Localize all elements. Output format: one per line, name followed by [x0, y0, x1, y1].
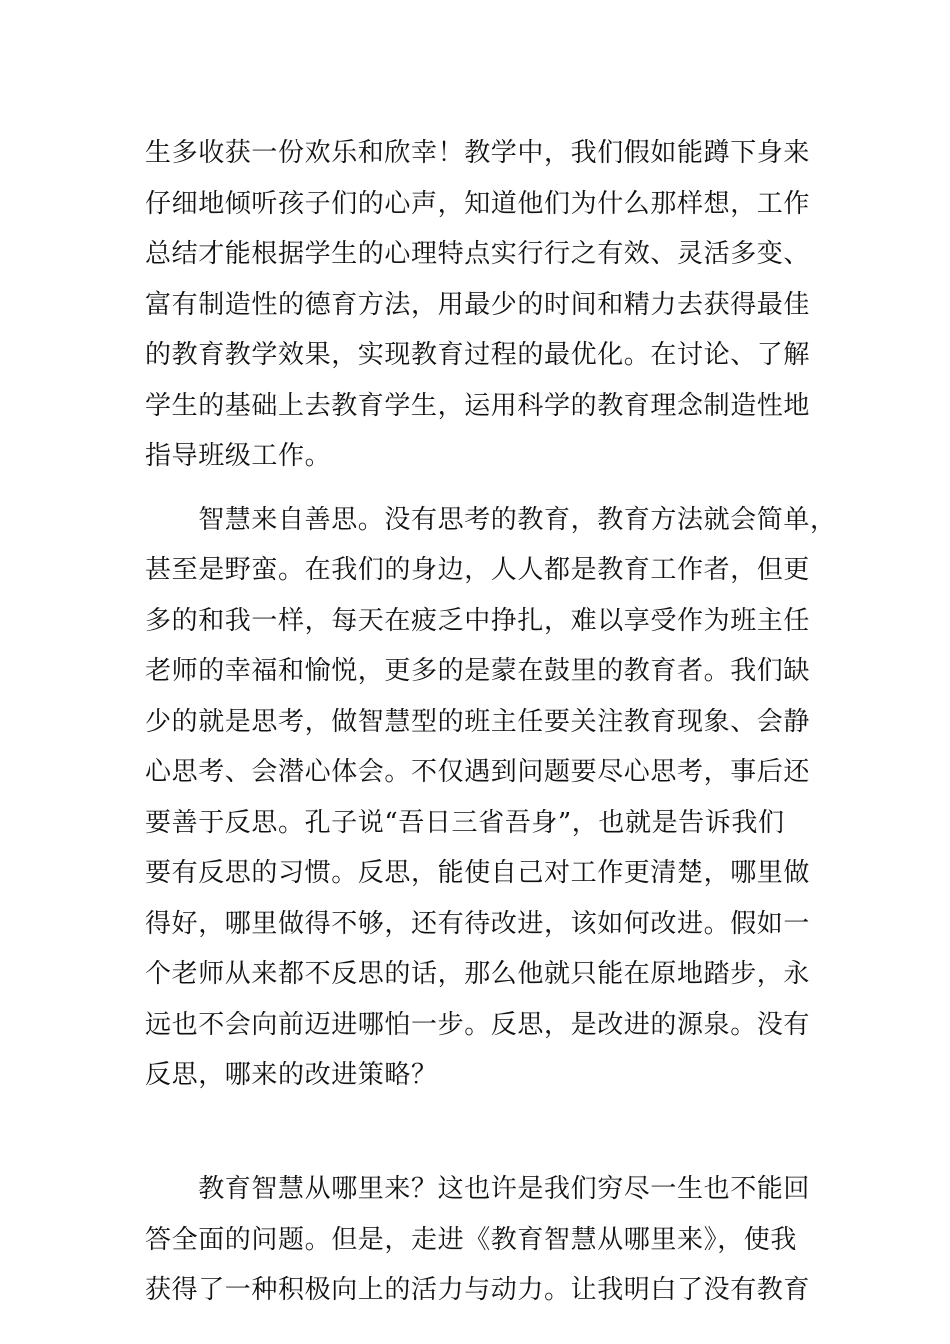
- text-line: 要善于反思。孔子说“吾日三省吾身”，也就是告诉我们: [145, 807, 785, 838]
- text-line: 总结才能根据学生的心理特点实行行之有效、灵活多变、: [145, 239, 811, 269]
- text-line: 教育智慧从哪里来？这也许是我们穷尽一生也不能回: [145, 1174, 811, 1204]
- text-line: 个老师从来都不反思的话，那么他就只能在原地踏步，永: [145, 959, 811, 989]
- paragraph-1: [145, 128, 835, 482]
- body-text: [145, 128, 835, 1316]
- paragraph-3: [145, 1164, 835, 1316]
- text-line: 答全面的问题。但是，走进《教育智慧从哪里来》，使我: [145, 1224, 798, 1255]
- paragraph-2: [145, 495, 835, 1152]
- text-line: 少的就是思考，做智慧型的班主任要关注教育现象、会静: [145, 706, 811, 737]
- text-line: 富有制造性的德育方法，用最少的时间和精力去获得最佳: [145, 289, 811, 320]
- text-line: 要有反思的习惯。反思，能使自己对工作更清楚，哪里做: [145, 858, 811, 888]
- text-line: 心思考、会潜心体会。不仅遇到问题要尽心思考，事后还: [145, 757, 811, 787]
- text-line: 老师的幸福和愉悦，更多的是蒙在鼓里的教育者。我们缺: [145, 656, 811, 686]
- text-line: 的教育教学效果，实现教育过程的最优化。在讨论、了解: [145, 340, 811, 370]
- text-line: 生多收获一份欢乐和欣幸！教学中，我们假如能蹲下身来: [145, 138, 811, 168]
- text-line: 得好，哪里做得不够，还有待改进，该如何改进。假如一: [145, 908, 811, 939]
- paragraph-gap: [145, 482, 835, 495]
- text-line: 多的和我一样，每天在疲乏中挣扎，难以享受作为班主任: [145, 605, 811, 636]
- text-line: 反思，哪来的改进策略？: [145, 1060, 438, 1090]
- text-line: 仔细地倾听孩子们的心声，知道他们为什么那样想，工作: [145, 188, 811, 219]
- paragraph-gap: [145, 1151, 835, 1164]
- text-line: 甚至是野蛮。在我们的身边，人人都是教育工作者，但更: [145, 555, 811, 585]
- text-line: 学生的基础上去教育学生，运用科学的教育理念制造性地: [145, 390, 811, 421]
- text-line: 远也不会向前迈进哪怕一步。反思，是改进的源泉。没有: [145, 1009, 811, 1040]
- text-line: 智慧来自善思。没有思考的教育，教育方法就会简单，: [145, 504, 837, 535]
- text-line: 指导班级工作。: [145, 441, 332, 471]
- text-line: [145, 1101, 835, 1152]
- text-line: 获得了一种积极向上的活力与动力。让我明白了没有教育: [145, 1275, 811, 1305]
